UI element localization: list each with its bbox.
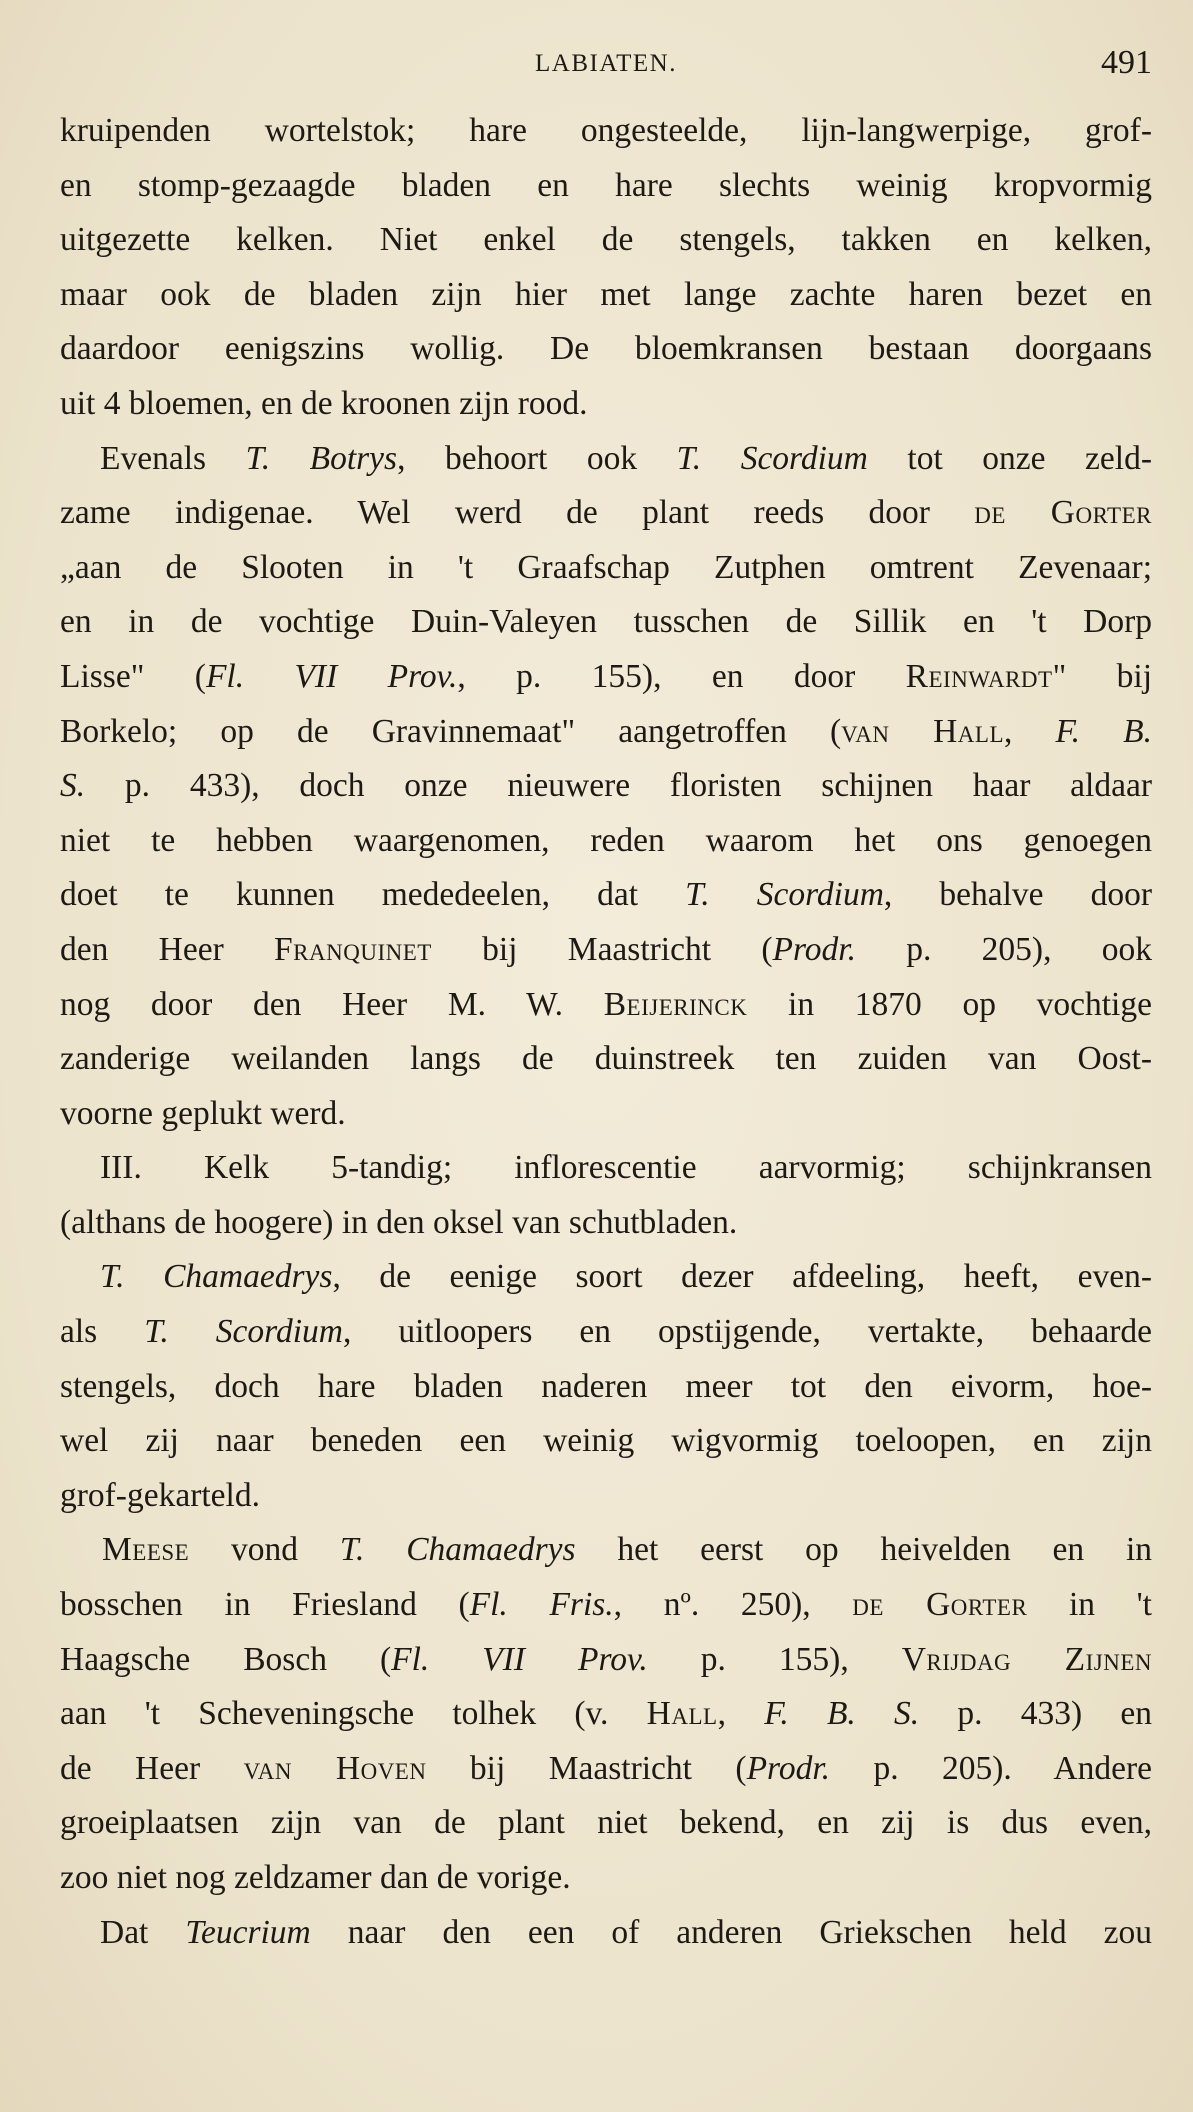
- text-segment: p. 205). Andere: [830, 1749, 1152, 1787]
- text-segment: p. 155),: [647, 1640, 902, 1678]
- text-line: [60, 1032, 1152, 1087]
- text-segment: naar den een of anderen Griekschen held zou: [310, 1913, 1152, 1951]
- text-segment: zanderige weilanden langs de duinstreek ten zuiden van Oost-: [60, 1040, 1152, 1078]
- text-segment: doet te kunnen mededeelen, dat: [60, 876, 686, 914]
- page-number: 491: [1101, 44, 1152, 81]
- text-segment: bosschen in Friesland (: [60, 1586, 470, 1624]
- text-line: [60, 1742, 1152, 1797]
- italic-text: Prodr.: [746, 1749, 831, 1787]
- italic-text: Prodr.: [772, 930, 856, 968]
- italic-text: Fl. VII Prov.: [205, 657, 458, 695]
- text-line: [60, 1250, 1152, 1305]
- italic-text: Teucrium: [185, 1913, 311, 1951]
- text-line: [60, 104, 1152, 159]
- text-segment: in 1870 op vochtige: [747, 985, 1152, 1023]
- italic-text: Fl. Fris.: [469, 1586, 614, 1624]
- small-caps-name: Franquinet: [274, 930, 432, 968]
- running-head: LABIATEN.: [535, 50, 677, 77]
- italic-text: T. Botrys: [245, 439, 398, 477]
- small-caps-name: Beijerinck: [603, 985, 748, 1023]
- text-line: [60, 377, 1152, 432]
- text-segment: daardoor eenigszins wollig. De bloemkransen bestaan doorgaans: [60, 330, 1152, 368]
- small-caps-name: Meese: [102, 1531, 190, 1569]
- text-segment: Evenals: [100, 439, 246, 477]
- text-segment: bij Maastricht (: [426, 1749, 747, 1787]
- text-line: [60, 650, 1152, 705]
- text-line: [60, 1578, 1152, 1633]
- text-line: [60, 322, 1152, 377]
- italic-text: S.: [60, 767, 86, 805]
- text-segment: „aan de Slooten in 't Graafschap Zutphen omtrent Zevenaar;: [60, 548, 1152, 586]
- italic-text: T. Chamaedrys: [100, 1258, 333, 1296]
- italic-text: T. Scordium: [685, 876, 884, 914]
- text-segment: aan 't Scheveningsche tolhek (v.: [60, 1695, 647, 1733]
- text-segment: in 't: [1027, 1586, 1152, 1624]
- text-segment: Lisse" (: [60, 657, 206, 695]
- text-line: [60, 1414, 1152, 1469]
- text-line: [60, 978, 1152, 1033]
- text-line: [60, 814, 1152, 869]
- text-line: [60, 1196, 1152, 1251]
- text-line: [60, 1906, 1152, 1961]
- text-segment: , p. 155), en door: [457, 657, 906, 695]
- text-segment: als: [60, 1313, 145, 1351]
- text-segment: , nº. 250),: [613, 1586, 853, 1624]
- text-line: [60, 759, 1152, 814]
- text-line: [60, 486, 1152, 541]
- text-line: [60, 1687, 1152, 1742]
- text-segment: ,: [1004, 712, 1056, 750]
- text-line: [60, 159, 1152, 214]
- text-segment: wel zij naar beneden een weinig wigvormig toeloopen, en zijn: [60, 1422, 1152, 1460]
- text-line: [60, 1469, 1152, 1524]
- text-segment: voorne geplukt werd.: [60, 1094, 346, 1132]
- text-line: [60, 1087, 1152, 1142]
- text-segment: Dat: [100, 1913, 186, 1951]
- text-line: [60, 1141, 1152, 1196]
- text-segment: het eerst op heivelden en in: [575, 1531, 1153, 1569]
- italic-text: Fl. VII Prov.: [391, 1640, 648, 1678]
- small-caps-name: van Hoven: [243, 1749, 427, 1787]
- small-caps-name: Hall: [646, 1695, 718, 1733]
- text-segment: , uitloopers en opstijgende, vertakte, behaarde: [342, 1313, 1153, 1351]
- text-segment: bij Maastricht (: [431, 930, 773, 968]
- text-segment: III. Kelk 5-tandig; inflorescentie aarvormig; schijnkransen: [100, 1149, 1152, 1187]
- italic-text: T. Scordium: [676, 439, 868, 477]
- text-line: [60, 1305, 1152, 1360]
- text-segment: grof-gekarteld.: [60, 1476, 260, 1514]
- small-caps-name: de Gorter: [852, 1586, 1028, 1624]
- text-segment: uit 4 bloemen, en de kroonen zijn rood.: [60, 384, 588, 422]
- small-caps-name: van Hall: [841, 712, 1005, 750]
- text-segment: , behoort ook: [397, 439, 677, 477]
- text-line: [60, 705, 1152, 760]
- text-segment: uitgezette kelken. Niet enkel de stengels, takken en kelken,: [60, 221, 1152, 259]
- text-segment: p. 205), ook: [855, 930, 1153, 968]
- text-segment: zoo niet nog zeldzamer dan de vorige.: [60, 1859, 571, 1896]
- text-segment: groeiplaatsen zijn van de plant niet bekend, en zij is dus even,: [60, 1804, 1152, 1842]
- text-line: [60, 541, 1152, 596]
- text-line: [60, 868, 1152, 923]
- italic-text: F. B.: [1055, 712, 1153, 750]
- text-segment: , behalve door: [883, 876, 1152, 914]
- text-line: [60, 923, 1152, 978]
- page-header: [60, 44, 1152, 84]
- italic-text: T. Scordium: [144, 1313, 343, 1351]
- text-segment: den Heer: [60, 930, 275, 968]
- text-segment: maar ook de bladen zijn hier met lange zachte haren bezet en: [60, 275, 1152, 313]
- text-segment: niet te hebben waargenomen, reden waarom het ons genoegen: [60, 821, 1152, 859]
- italic-text: F. B. S.: [764, 1695, 920, 1733]
- text-line: [60, 268, 1152, 323]
- text-segment: ,: [717, 1695, 765, 1733]
- text-line: [60, 1796, 1152, 1851]
- text-segment: p. 433) en: [919, 1695, 1152, 1733]
- text-segment: tot onze zeld-: [867, 439, 1152, 477]
- text-line: [60, 1851, 1152, 1906]
- text-segment: kruipenden wortelstok; hare ongesteelde, lijn-langwerpige, grof-: [60, 112, 1152, 149]
- text-segment: de Heer: [60, 1749, 244, 1787]
- text-line: [60, 1360, 1152, 1415]
- small-caps-name: Reinwardt: [905, 657, 1053, 695]
- body-text: [60, 104, 1152, 1960]
- text-segment: , de eenige soort dezer afdeeling, heeft, even-: [332, 1258, 1152, 1296]
- text-segment: en stomp-gezaagde bladen en hare slechts weinig kropvormig: [60, 166, 1152, 204]
- text-segment: Borkelo; op de Gravinnemaat" aangetroffen (: [60, 712, 842, 750]
- text-segment: nog door den Heer M. W.: [60, 985, 604, 1023]
- italic-text: T. Chamaedrys: [339, 1531, 576, 1569]
- text-segment: (althans de hoogere) in den oksel van schutbladen.: [60, 1203, 738, 1241]
- text-segment: zame indigenae. Wel werd de plant reeds door: [60, 494, 975, 532]
- text-line: [60, 432, 1152, 487]
- text-line: [60, 595, 1152, 650]
- text-segment: stengels, doch hare bladen naderen meer tot den eivorm, hoe-: [60, 1367, 1152, 1405]
- small-caps-name: de Gorter: [974, 494, 1152, 532]
- text-segment: p. 433), doch onze nieuwere floristen schijnen haar aldaar: [85, 767, 1152, 805]
- text-segment: vond: [189, 1531, 340, 1569]
- text-segment: " bij: [1052, 657, 1153, 695]
- text-line: [60, 1523, 1152, 1578]
- text-line: [60, 1633, 1152, 1688]
- text-segment: Haagsche Bosch (: [60, 1640, 392, 1678]
- text-line: [60, 213, 1152, 268]
- small-caps-name: Vrijdag Zijnen: [901, 1640, 1152, 1678]
- text-segment: en in de vochtige Duin-Valeyen tusschen de Sillik en 't Dorp: [60, 603, 1152, 641]
